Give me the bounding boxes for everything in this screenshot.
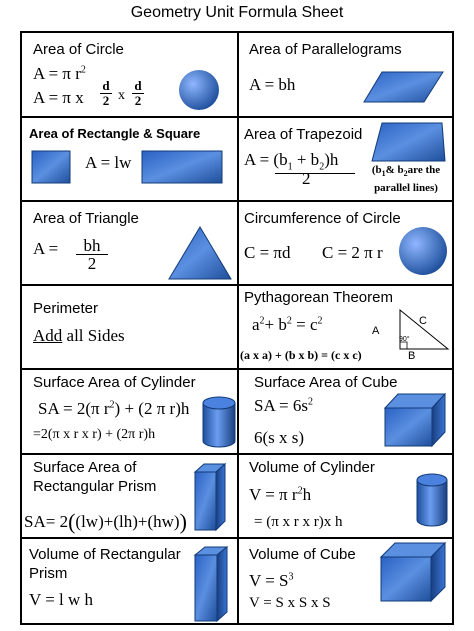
cylinder-vol-formula: V = π $r^2h$ <box>249 485 312 504</box>
triangle-heading: Area of Triangle <box>33 210 139 227</box>
cube-sa-heading: Surface Area of Cube <box>254 374 398 391</box>
trapezoid-note: ($b_1\&$ $b_2are$ the parallel lines) <box>371 164 441 195</box>
circle-shape <box>398 226 450 278</box>
page-title: Geometry Unit Formula Sheet <box>130 4 344 21</box>
circle-area-formula: A = π $r^2$ <box>33 64 86 83</box>
column-divider <box>237 33 239 623</box>
right-angle-label: 90° <box>399 336 410 343</box>
rectangle-formula: A = lw <box>85 153 132 172</box>
trapezoid-shape <box>372 122 446 162</box>
cylinder-shape <box>416 473 448 527</box>
triangle-shape <box>168 226 232 280</box>
pythagorean-formula: $a^2+ b^2 = c^2$ <box>252 315 323 334</box>
right-triangle-diagram <box>382 309 450 351</box>
triangle-fraction: bh 2 <box>76 237 108 272</box>
cube-sa-expanded: 6(s x s) <box>254 428 305 447</box>
cube-vol-expanded: V = S x S x S <box>249 595 331 611</box>
cylinder-vol-heading: Volume of Cylinder <box>249 459 375 476</box>
square-shape <box>32 151 72 185</box>
fraction-bar <box>275 173 355 174</box>
perimeter-rule: Add all Sides <box>33 326 125 345</box>
fraction-d-over-2: d 2 <box>100 79 112 108</box>
cube-shape <box>380 542 446 602</box>
cylinder-shape <box>202 396 236 448</box>
prism-sa-formula: SA= 2((lw)+(lh)+(hw)) <box>24 509 187 534</box>
circumference-formula-diameter: C = πd <box>244 243 291 262</box>
trapezoid-heading: Area of Trapezoid <box>244 126 363 143</box>
parallelogram-heading: Area of Parallelograms <box>249 41 402 58</box>
cylinder-sa-heading: Surface Area of Cylinder <box>33 374 196 391</box>
cube-vol-formula: $V = S^3$ <box>249 571 294 590</box>
cylinder-vol-expanded: = (π x r x r)x h <box>254 514 343 530</box>
side-label-b: B <box>408 350 416 362</box>
triangle-formula-lhs: A = <box>33 239 59 258</box>
cylinder-sa-expanded: =2(π x r x r) + (2π r)h <box>33 427 156 442</box>
circle-area-diameter-formula: A = π x <box>33 88 84 107</box>
side-label-a: A <box>372 325 380 337</box>
trapezoid-formula: $A = (b_1 + b_2)h$ <box>244 150 339 173</box>
pythagorean-expanded: (a x a) + (b x b) = (c x c) <box>240 348 362 362</box>
cube-shape <box>384 393 446 447</box>
prism-vol-heading-line1: Volume of Rectangular <box>29 546 181 563</box>
prism-vol-heading-line2: Prism <box>29 565 68 582</box>
cube-sa-formula: SA = $6s^2$ <box>254 396 313 415</box>
times-sign: x <box>118 88 125 103</box>
prism-vol-formula: V = l w h <box>29 590 94 609</box>
side-label-c: C <box>419 315 427 327</box>
area-of-circle-heading: Area of Circle <box>33 41 124 58</box>
circumference-formula-radius: C = 2 π r <box>322 243 383 262</box>
circumference-heading: Circumference of Circle <box>244 210 401 227</box>
perimeter-heading: Perimeter <box>33 300 99 317</box>
prism-sa-heading-line1: Surface Area of <box>33 459 137 476</box>
rectangular-prism-shape <box>194 463 226 531</box>
parallelogram-shape <box>364 71 444 103</box>
rectangular-prism-shape <box>194 546 228 622</box>
circle-shape <box>178 69 222 113</box>
formula-grid <box>20 31 454 625</box>
fraction-d-over-2: d 2 <box>132 79 144 108</box>
rectangle-heading: Area of Rectangle & Square <box>29 126 201 141</box>
rectangle-shape <box>142 151 224 185</box>
trapezoid-denominator: 2 <box>302 169 311 188</box>
pythagorean-heading: Pythagorean Theorem <box>244 289 393 306</box>
parallelogram-formula: A = bh <box>249 75 296 94</box>
cube-vol-heading: Volume of Cube <box>249 546 356 563</box>
cylinder-sa-formula: SA = 2(π $r^2) + (2$ π r)h <box>38 399 190 418</box>
prism-sa-heading-line2: Rectangular Prism <box>33 478 157 495</box>
